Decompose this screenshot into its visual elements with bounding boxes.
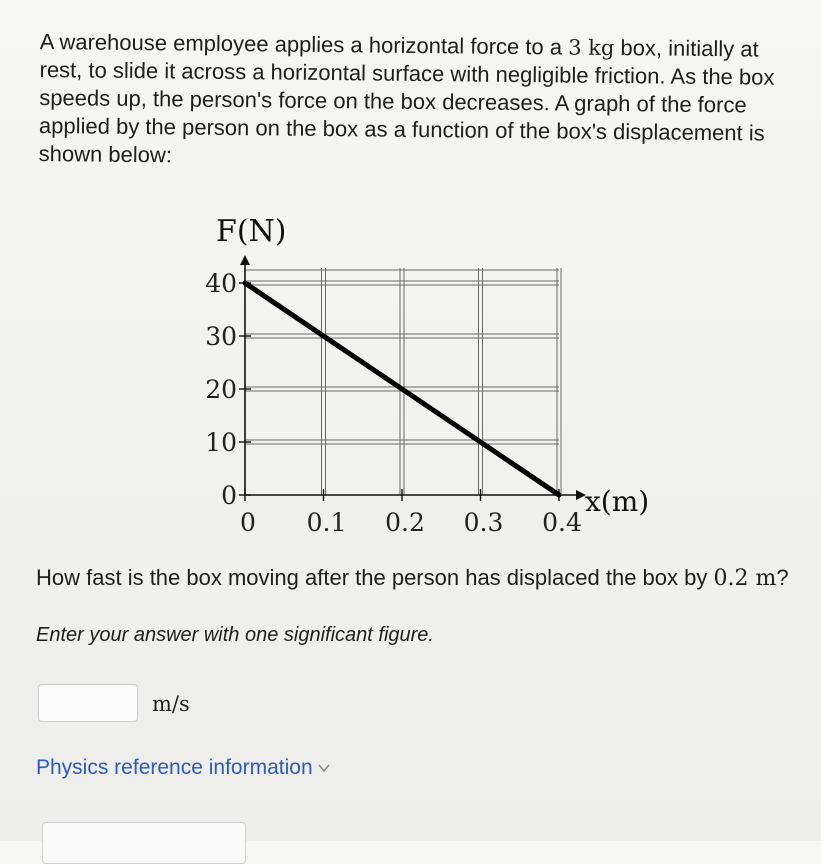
chart-axes [245, 257, 584, 495]
question-suffix: ? [776, 565, 789, 590]
y-tick-label: 10 [205, 428, 237, 457]
displacement-value: 0.2 m [713, 566, 777, 591]
reference-link-label: Physics reference information [36, 756, 313, 779]
x-tick-label: 0.3 [463, 508, 504, 537]
x-tick-label: 0.4 [542, 508, 582, 537]
next-section-box [42, 822, 246, 864]
chevron-down-icon [317, 763, 331, 773]
question-text [36, 563, 796, 594]
y-axis-label: F(N) [216, 214, 287, 249]
answer-unit: m/s [152, 692, 190, 716]
y-tick-labels [205, 269, 237, 510]
x-axis-label: x(m) [585, 485, 650, 518]
problem-statement [39, 28, 800, 176]
x-tick-label: 0.2 [385, 508, 425, 537]
answer-input[interactable] [38, 684, 138, 722]
y-tick-label: 20 [205, 375, 237, 404]
x-tick-label: 0.1 [306, 508, 347, 537]
x-tick-labels [240, 508, 582, 537]
problem-text-part-2: box, initially at rest, to slide it across a horizontal surface with negligible friction. As the box speeds up, the person's force on the box decreases. A graph of the force applied by the person on the box as a function of the box's displacement is shown below: [38, 35, 775, 168]
series-layer [245, 283, 559, 495]
y-tick-label: 40 [205, 269, 237, 298]
grid-lines [245, 268, 561, 495]
chart-ticks [239, 283, 559, 501]
y-tick-label: 30 [205, 322, 237, 351]
instruction-text: Enter your answer with one significant figure. [36, 624, 434, 646]
problem-text-part-1: A warehouse employee applies a horizontal force to a [39, 28, 569, 60]
x-tick-label: 0 [240, 508, 256, 537]
question-main: How fast is the box moving after the person has displaced the box by [36, 565, 714, 590]
force-line [245, 283, 559, 495]
force-displacement-chart [186, 205, 686, 550]
physics-reference-link[interactable] [36, 756, 331, 780]
mass-value: 3 kg [568, 35, 615, 61]
y-tick-label: 0 [221, 481, 237, 510]
